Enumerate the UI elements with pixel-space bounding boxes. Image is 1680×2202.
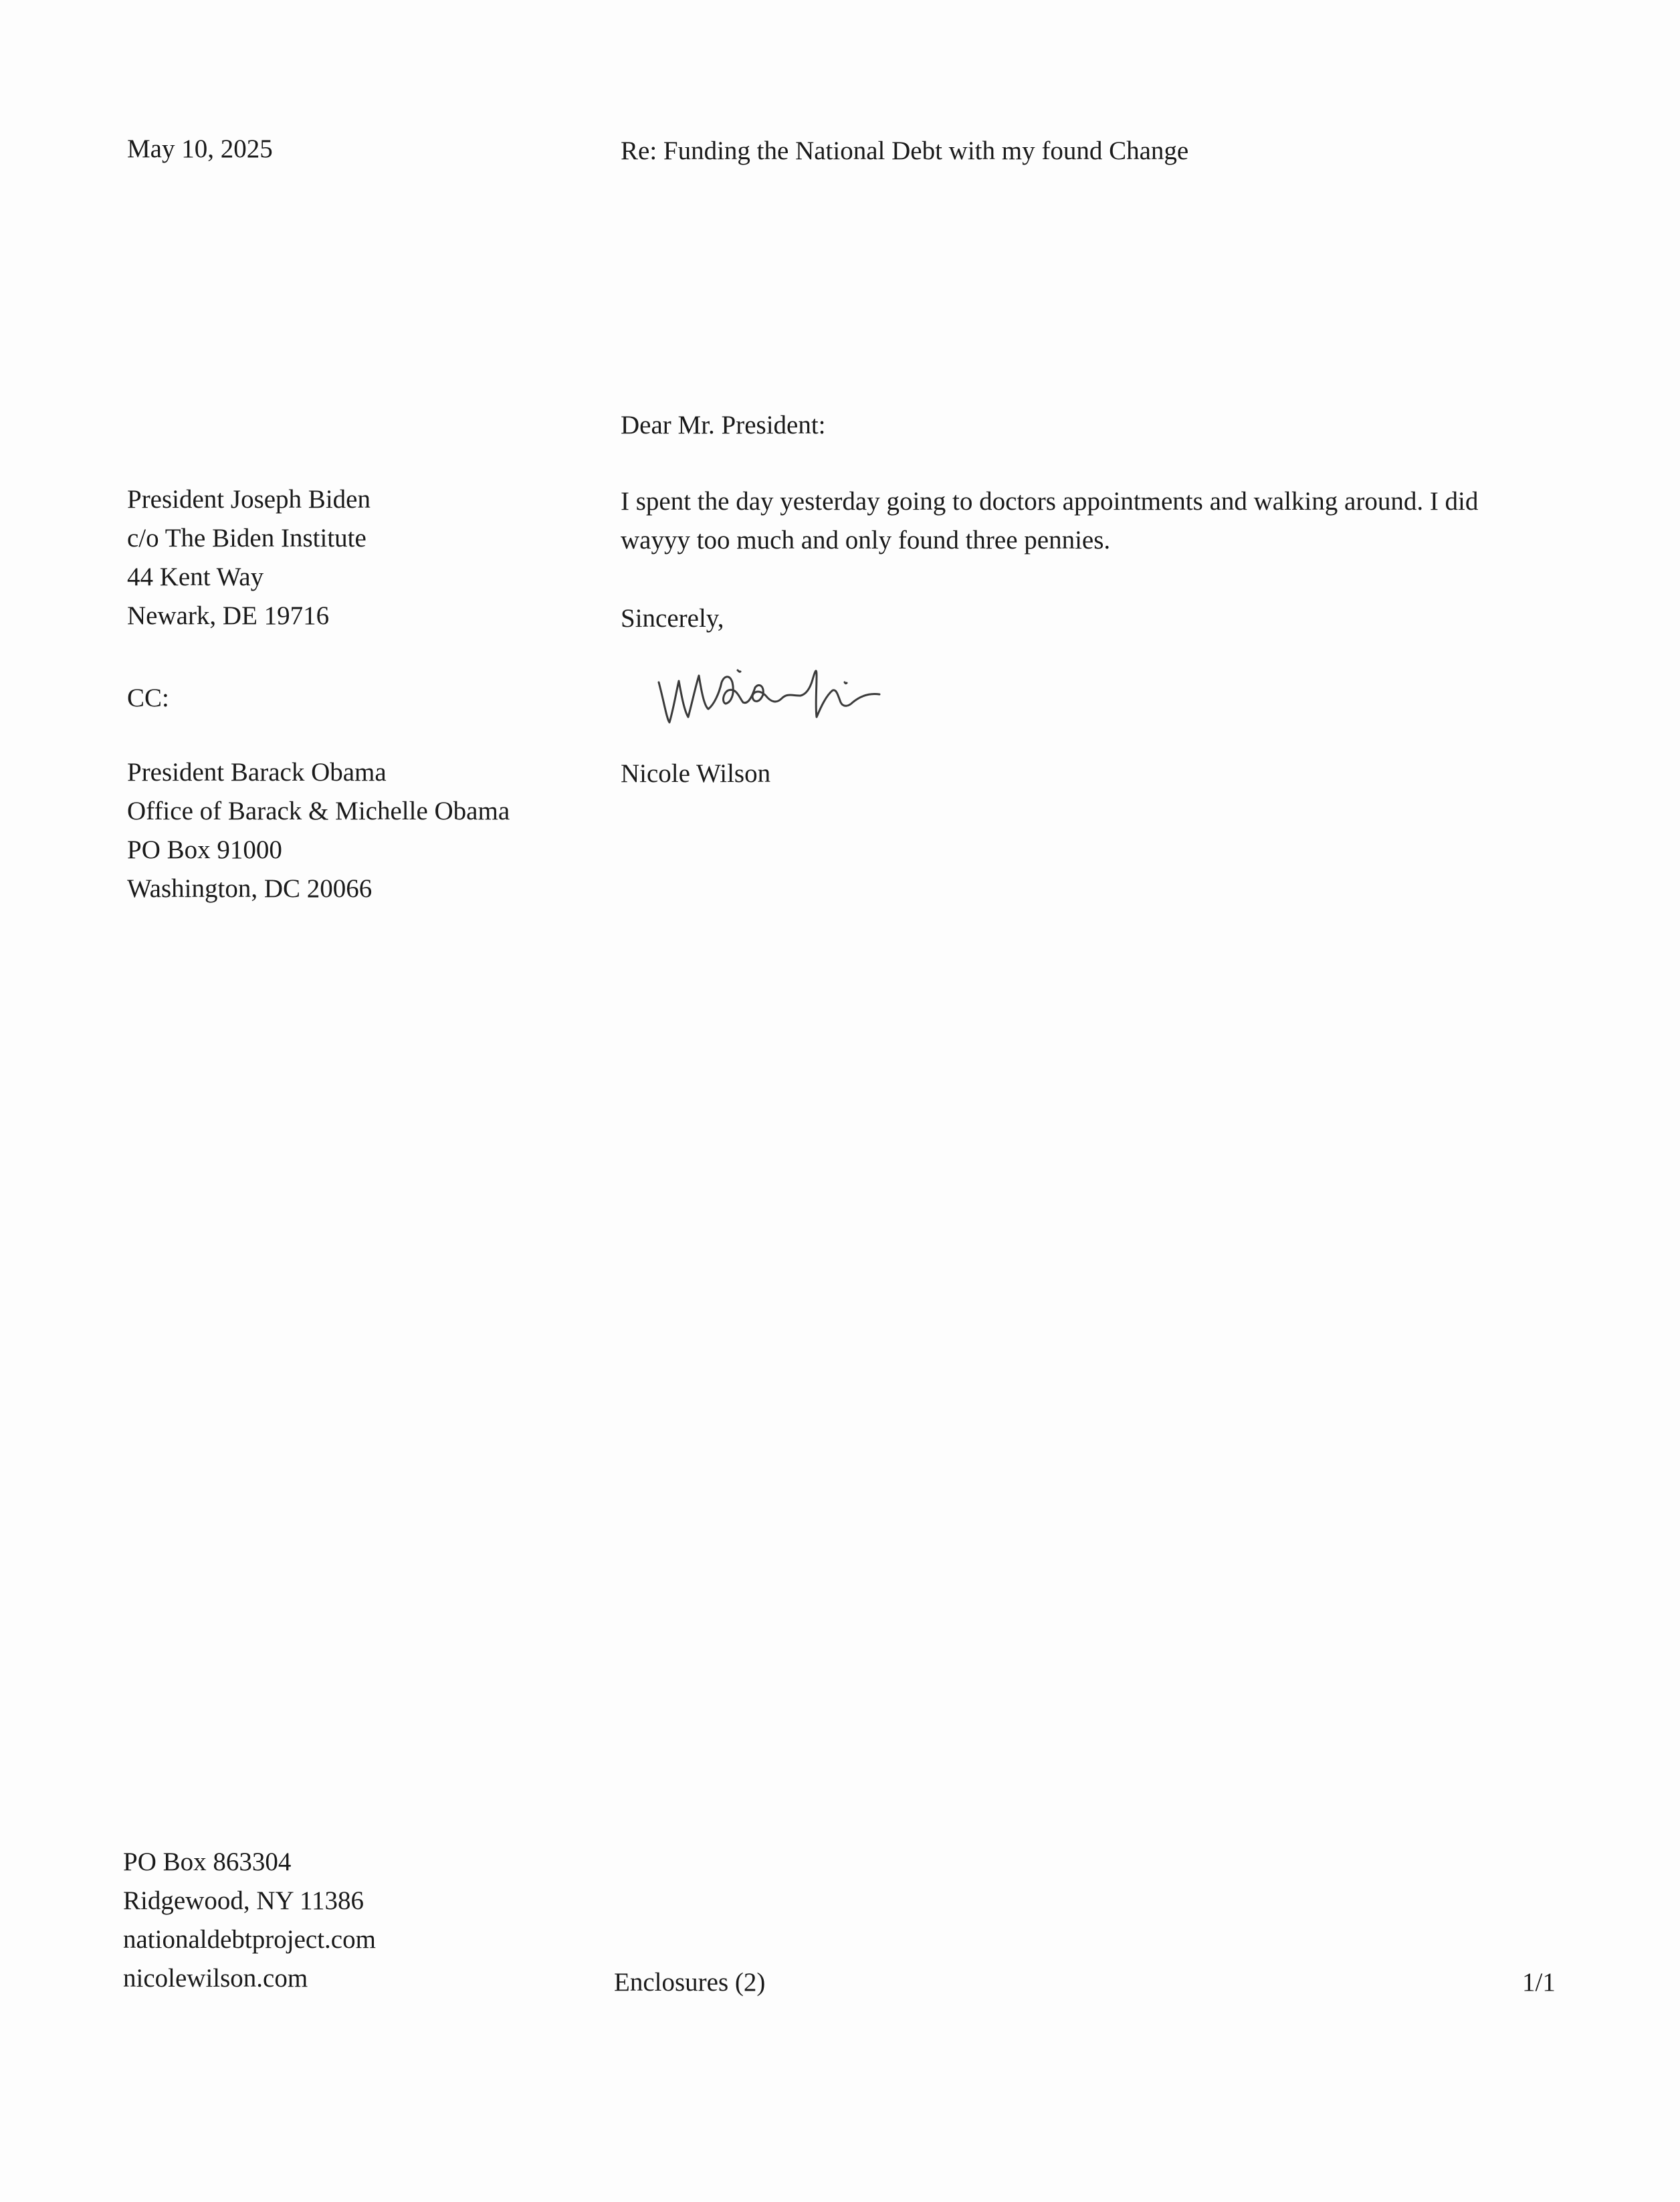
cc-line: Washington, DC 20066 (127, 874, 373, 903)
recipient-line: Newark, DE 19716 (127, 601, 330, 630)
footer-line: Ridgewood, NY 11386 (123, 1886, 364, 1915)
cc-address (127, 759, 510, 914)
enclosures-note: Enclosures (2) (614, 1968, 766, 1997)
body-line: wayyy too much and only found three pennies. (621, 526, 1111, 555)
cc-label: CC: (127, 684, 169, 712)
cc-line: PO Box 91000 (127, 835, 282, 864)
letter-body (621, 488, 1478, 566)
recipient-line: 44 Kent Way (127, 563, 264, 591)
cc-line: Office of Barack & Michelle Obama (127, 797, 510, 825)
salutation: Dear Mr. President: (621, 411, 826, 439)
footer-line: PO Box 863304 (123, 1847, 292, 1876)
body-line: I spent the day yesterday going to doctors appointments and walking around. I did (621, 487, 1479, 516)
closing: Sincerely, (621, 604, 724, 633)
letter-date: May 10, 2025 (127, 134, 273, 163)
page-number: 1/1 (1522, 1968, 1556, 1997)
recipient-line: c/o The Biden Institute (127, 524, 366, 553)
letter-subject: Re: Funding the National Debt with my found Change (621, 136, 1189, 165)
handwritten-signature (652, 656, 986, 736)
recipient-address (127, 486, 371, 641)
footer-address (123, 1849, 376, 2004)
cc-line: President Barack Obama (127, 758, 387, 787)
footer-line: nicolewilson.com (123, 1964, 308, 1993)
signer-name: Nicole Wilson (621, 759, 771, 788)
footer-line: nationaldebtproject.com (123, 1925, 376, 1954)
recipient-line: President Joseph Biden (127, 485, 371, 514)
